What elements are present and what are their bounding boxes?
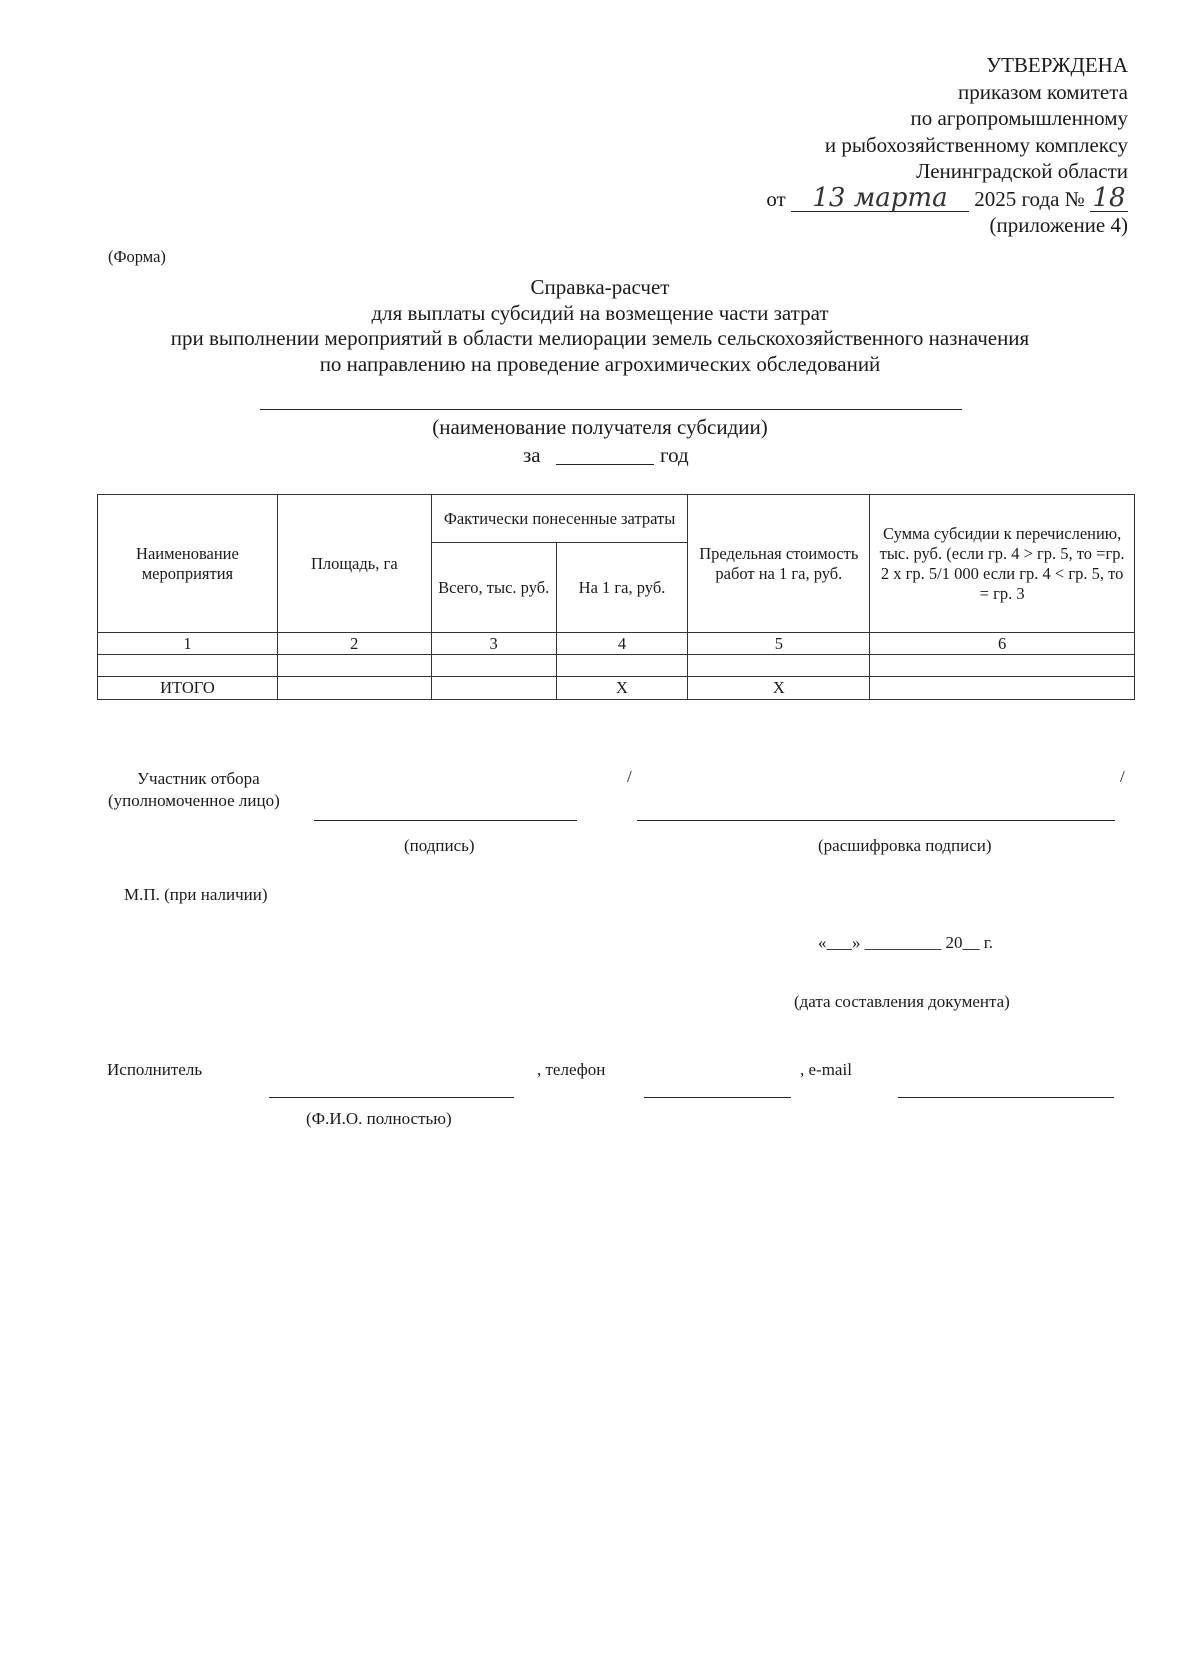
form-label: (Форма) xyxy=(108,247,166,266)
phone-line xyxy=(644,1097,791,1098)
slash-separator: / xyxy=(627,767,632,786)
participant-label: Участник отбора xyxy=(137,769,260,788)
table-cell xyxy=(870,677,1135,700)
approval-line: и рыбохозяйственному комплексу xyxy=(824,132,1128,157)
date-caption: (дата составления документа) xyxy=(794,992,1010,1011)
document-title xyxy=(0,275,1200,377)
column-number: 5 xyxy=(688,633,870,655)
title-line: при выполнении мероприятий в области мелиорации земель сельскохозяйственного назначения xyxy=(170,326,1030,350)
approval-status: УТВЕРЖДЕНА xyxy=(986,53,1128,77)
table-row xyxy=(98,655,1135,677)
calculation-table xyxy=(97,494,1135,700)
table-cell xyxy=(277,677,431,700)
total-label: ИТОГО xyxy=(98,677,278,700)
handwritten-number: 18 xyxy=(1090,185,1128,213)
table-cell xyxy=(431,677,556,700)
table-cell xyxy=(431,655,556,677)
header-per-ha: На 1 га, руб. xyxy=(556,543,688,633)
period-suffix: год xyxy=(660,443,689,467)
table-cell xyxy=(556,655,688,677)
total-row xyxy=(98,677,1135,700)
column-number: 2 xyxy=(277,633,431,655)
period-line xyxy=(556,464,654,465)
decoding-line xyxy=(637,820,1115,821)
approval-block xyxy=(608,52,1128,239)
approval-line: по агропромышленному xyxy=(910,106,1128,130)
handwritten-date: 13 марта xyxy=(791,185,969,213)
executor-label: Исполнитель xyxy=(107,1060,203,1079)
header-limit: Предельная стоимость работ на 1 га, руб. xyxy=(688,495,870,633)
table-cell xyxy=(277,655,431,677)
period-prefix: за xyxy=(523,443,541,467)
approval-appendix: (приложение 4) xyxy=(989,213,1128,237)
header-subsidy: Сумма субсидии к перечислению, тыс. руб. (если гр. 4 > гр. 5, то =гр. 2 х гр. 5/1 000 если гр. 4 < гр. 5, то = гр. 3 xyxy=(870,495,1135,633)
date-suffix: 2025 года № xyxy=(974,186,1085,211)
phone-label: , телефон xyxy=(537,1060,606,1079)
email-label: , e-mail xyxy=(800,1060,852,1079)
table-cell xyxy=(98,655,278,677)
signature-caption: (подпись) xyxy=(404,836,475,855)
column-number: 6 xyxy=(870,633,1135,655)
fio-caption: (Ф.И.О. полностью) xyxy=(306,1109,452,1128)
recipient-caption: (наименование получателя субсидии) xyxy=(432,415,768,439)
signature-line xyxy=(314,820,577,821)
date-template: «___» _________ 20__ г. xyxy=(818,933,994,952)
header-costs-group: Фактически понесенные затраты xyxy=(431,495,688,543)
x-mark: Х xyxy=(688,677,870,700)
approval-line: приказом комитета xyxy=(957,79,1128,104)
title-main: Справка-расчет xyxy=(530,275,670,299)
recipient-line xyxy=(260,409,962,410)
table-cell xyxy=(870,655,1135,677)
title-line: для выплаты субсидий на возмещение части затрат xyxy=(371,300,829,325)
email-line xyxy=(898,1097,1114,1098)
decoding-caption: (расшифровка подписи) xyxy=(818,836,992,855)
participant-role: (уполномоченное лицо) xyxy=(108,791,280,810)
table-cell xyxy=(688,655,870,677)
column-number: 1 xyxy=(98,633,278,655)
x-mark: Х xyxy=(556,677,688,700)
header-area: Площадь, га xyxy=(277,495,431,633)
column-number: 4 xyxy=(556,633,688,655)
header-total: Всего, тыс. руб. xyxy=(431,543,556,633)
header-event: Наименование мероприятия xyxy=(98,495,278,633)
approval-line: Ленинградской области xyxy=(916,159,1128,183)
approval-date-line xyxy=(608,182,1128,213)
date-prefix: от xyxy=(766,186,786,211)
seal-label: М.П. (при наличии) xyxy=(124,885,268,904)
fio-line xyxy=(269,1097,514,1098)
title-line: по направлению на проведение агрохимических обследований xyxy=(319,351,881,376)
column-number: 3 xyxy=(431,633,556,655)
slash-separator: / xyxy=(1120,767,1125,786)
